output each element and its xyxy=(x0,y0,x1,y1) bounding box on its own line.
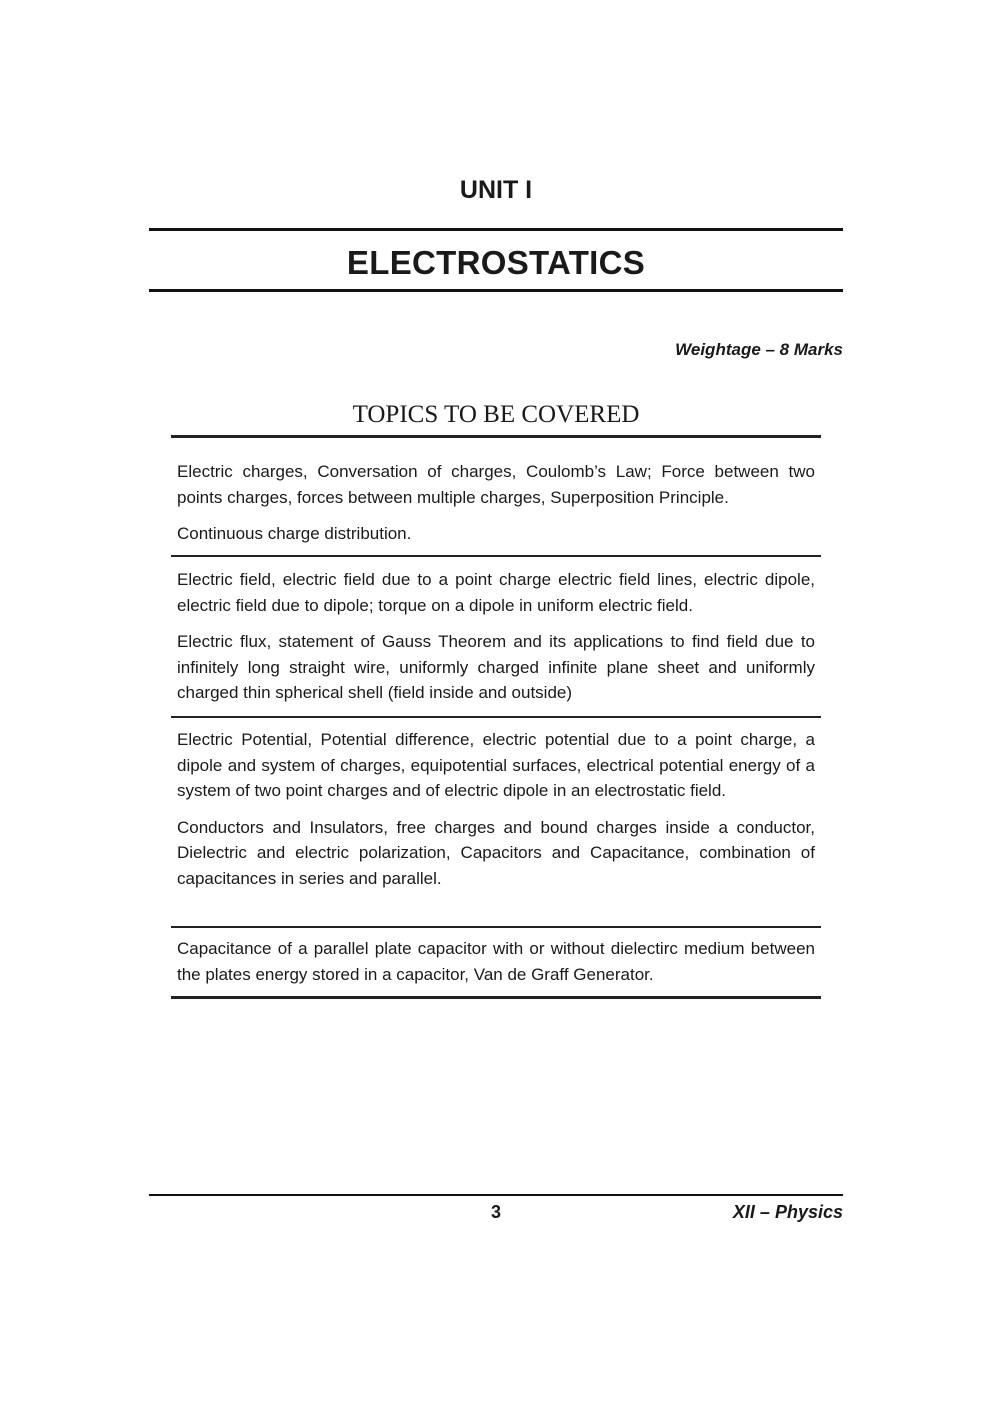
book-title: XII – Physics xyxy=(732,1202,843,1222)
topic-group-2 xyxy=(177,567,815,717)
title-bottom-rule xyxy=(149,289,843,292)
divider xyxy=(171,926,821,928)
topic-item: Capacitance of a parallel plate capacitor with or without dielectirc medium between the plates energy stored in a capacitor, Van de Graff Generator. xyxy=(177,939,815,984)
page-number: 3 xyxy=(490,1202,501,1222)
divider xyxy=(171,716,821,718)
topics-bottom-rule xyxy=(171,996,821,999)
topic-group-1 xyxy=(177,459,815,558)
divider xyxy=(171,555,821,557)
topic-item: Conductors and Insulators, free charges and bound charges inside a conductor, Dielectric and electric polarization, Capacitors and Capacitance, combination of capacitances in series and parallel. xyxy=(177,817,815,888)
topic-item: Electric field, electric field due to a point charge electric field lines, electric dipole, electric field due to dipole; torque on a dipole in uniform electric field. xyxy=(177,570,815,615)
topics-heading: TOPICS TO BE COVERED xyxy=(352,401,640,428)
topic-item: Electric Potential, Potential difference, electric potential due to a point charge, a dipole and system of charges, equipotential surfaces, electrical potential energy of a system of two point charges and of electric dipole in an electrostatic field. xyxy=(177,730,815,800)
topic-item: Electric flux, statement of Gauss Theorem and its applications to find field due to infinitely long straight wire, uniformly charged infinite plane sheet and uniformly charged thin spherical shell (field inside and outside) xyxy=(177,632,815,702)
topics-rule xyxy=(171,435,821,438)
title-top-rule xyxy=(149,228,843,231)
topic-group-4 xyxy=(177,936,815,998)
chapter-title: ELECTROSTATICS xyxy=(346,244,646,281)
topic-item: Continuous charge distribution. xyxy=(177,524,412,543)
topic-group-3 xyxy=(177,727,815,902)
weightage: Weightage – 8 Marks xyxy=(675,340,843,359)
footer-rule xyxy=(149,1194,843,1196)
topic-item: Electric charges, Conversation of charges, Coulomb’s Law; Force between two points charges, forces between multiple charges, Superposition Principle. xyxy=(177,462,815,507)
unit-label: UNIT I xyxy=(459,176,533,204)
